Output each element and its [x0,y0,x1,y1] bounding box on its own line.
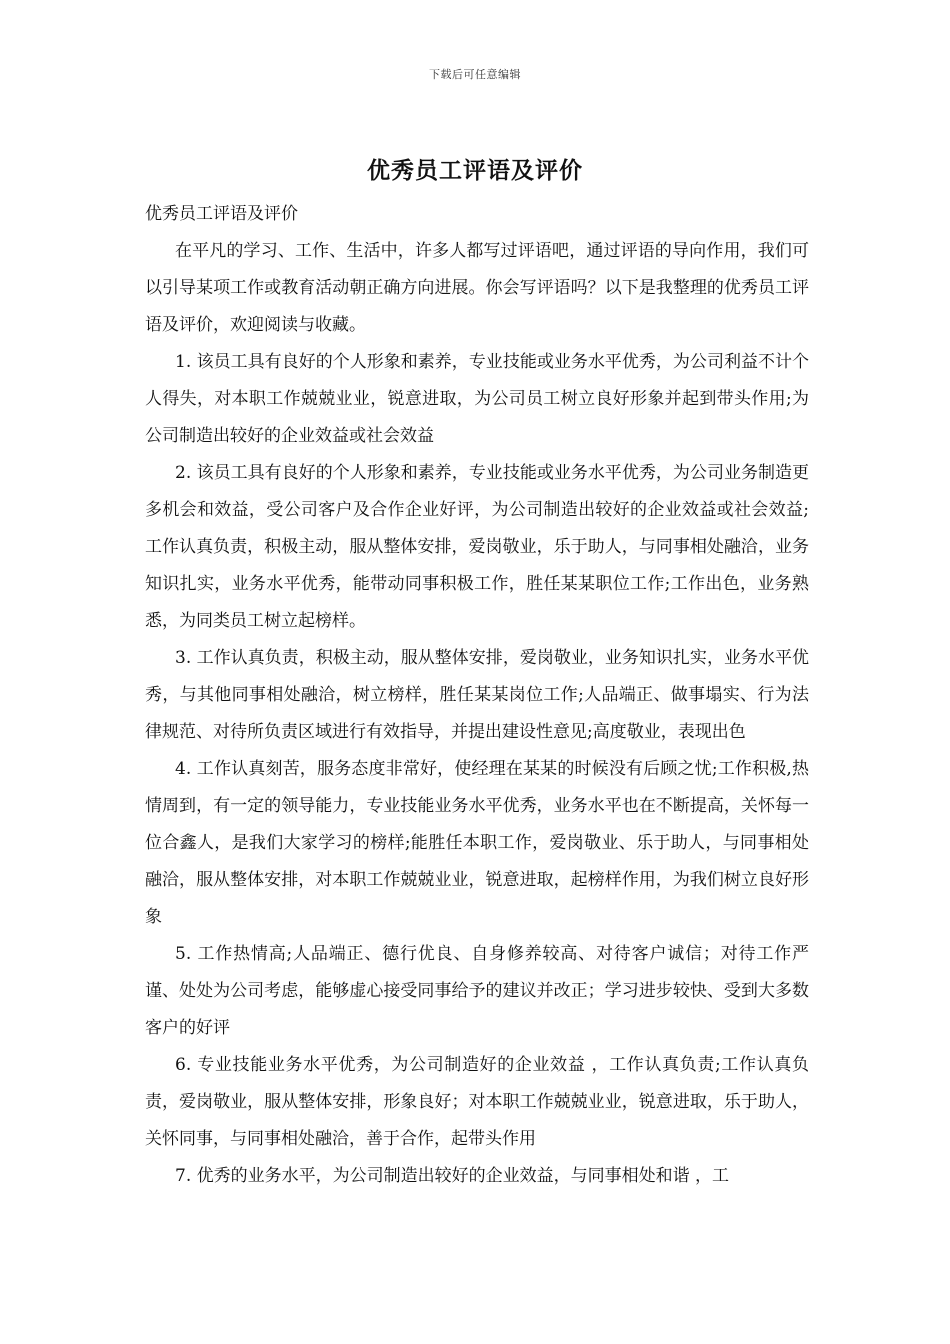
document-subtitle: 优秀员工评语及评价 [145,204,298,224]
list-item: 1. 该员工具有良好的个人形象和素养，专业技能或业务水平优秀，为公司利益不计个人得失，对本职工作兢兢业业，锐意进取，为公司员工树立良好形象并起到带头作用;为公司制造出较好的企业效益或社会效益 [145,352,809,446]
intro-paragraph: 在平凡的学习、工作、生活中，许多人都写过评语吧，通过评语的导向作用，我们可以引导某项工作或教育活动朝正确方向进展。你会写评语吗？以下是我整理的优秀员工评语及评价，欢迎阅读与收藏。 [145,241,809,335]
list-item: 3. 工作认真负责，积极主动，服从整体安排，爱岗敬业，业务知识扎实，业务水平优秀，与其他同事相处融洽，树立榜样，胜任某某岗位工作;人品端正、做事塌实、行为法律规范、对待所负责区域进行有效指导，并提出建设性意见;高度敬业，表现出色 [145,648,809,742]
list-item: 2. 该员工具有良好的个人形象和素养，专业技能或业务水平优秀，为公司业务制造更多机会和效益，受公司客户及合作企业好评，为公司制造出较好的企业效益或社会效益;工作认真负责，积极主动，服从整体安排，爱岗敬业，乐于助人，与同事相处融洽，业务知识扎实，业务水平优秀，能带动同事积极工作，胜任某某职位工作;工作出色，业务熟悉，为同类员工树立起榜样。 [145,463,809,631]
list-item: 5. 工作热情高;人品端正、德行优良、自身修养较高、对待客户诚信；对待工作严谨、处处为公司考虑，能够虚心接受同事给予的建议并改正；学习进步较快、受到大多数客户的好评 [145,944,809,1038]
list-item: 6. 专业技能业务水平优秀，为公司制造好的企业效益 ，工作认真负责;工作认真负责，爱岗敬业，服从整体安排，形象良好；对本职工作兢兢业业，锐意进取，乐于助人，关怀同事，与同事相处融洽，善于合作，起带头作用 [145,1055,809,1149]
document-body [145,196,809,1195]
document-title: 优秀员工评语及评价 [367,157,583,184]
list-item: 4. 工作认真刻苦，服务态度非常好，使经理在某某的时候没有后顾之忧;工作积极,热情周到，有一定的领导能力，专业技能业务水平优秀，业务水平也在不断提高，关怀每一位合鑫人，是我们大家学习的榜样;能胜任本职工作，爱岗敬业、乐于助人，与同事相处融洽，服从整体安排，对本职工作兢兢业业，锐意进取，起榜样作用，为我们树立良好形象 [145,759,809,927]
list-item: 7. 优秀的业务水平，为公司制造出较好的企业效益，与同事相处和谐 ，工 [175,1166,730,1186]
header-note: 下载后可任意编辑 [429,68,521,81]
